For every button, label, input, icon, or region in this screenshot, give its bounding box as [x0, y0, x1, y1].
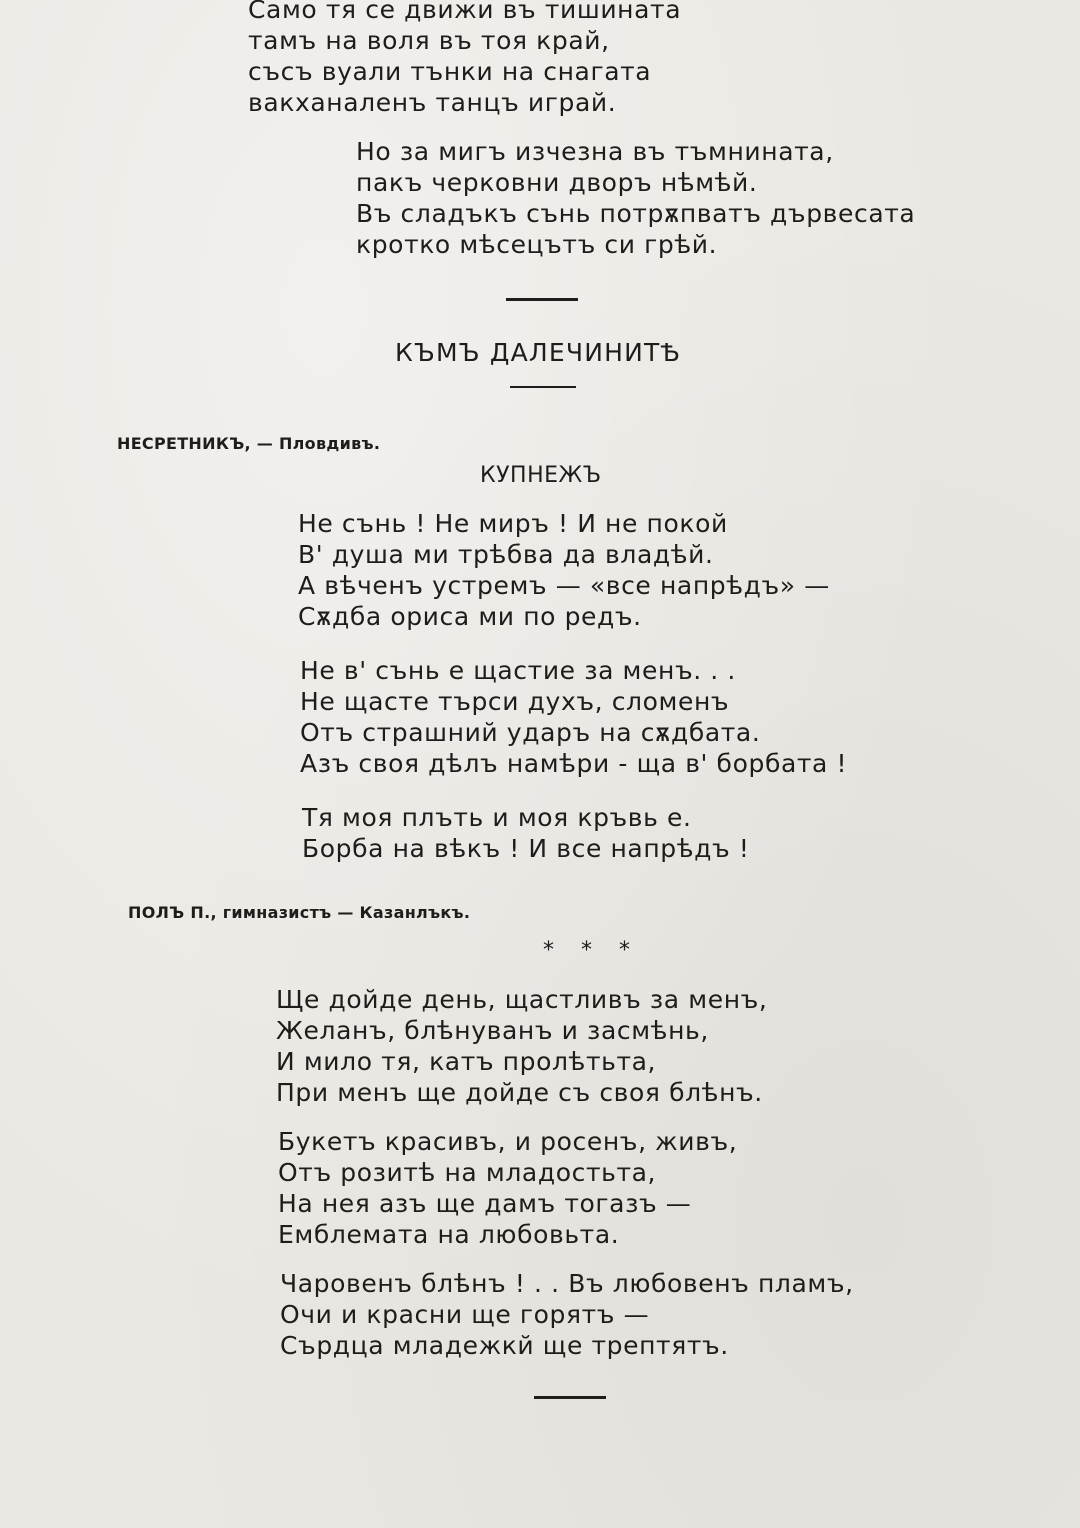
poem-line: В' душа ми трѣбва да владѣй. [298, 540, 714, 569]
section-divider [506, 298, 578, 301]
poem-line: Букетъ красивъ, и росенъ, живъ, [278, 1127, 738, 1156]
stanza-1 [248, 0, 681, 118]
poem-line: Сѫдба ориса ми по редъ. [298, 602, 642, 631]
poem-line: Чаровенъ блѣнъ ! . . Въ любовенъ пламъ, [280, 1269, 854, 1298]
poem-line: Ще дойде день, щастливъ за менъ, [276, 985, 768, 1014]
poem-line: А вѣченъ устремъ — «все напрѣдъ» — [298, 571, 830, 600]
poem-line: Тя моя плъть и моя кръвь е. [302, 803, 692, 832]
stanza-8 [280, 1268, 854, 1361]
stanza-5 [302, 802, 749, 864]
poem-line: Не щасте търси духъ, сломенъ [300, 687, 730, 716]
section-title: КЪМЪ ДАЛЕЧИНИТѢ [395, 338, 681, 367]
stanza-6 [276, 984, 767, 1108]
poem-line: Очи и красни ще горятъ — [280, 1300, 650, 1329]
poem-line: Сърдца младежкй ще трептятъ. [280, 1331, 729, 1360]
poem-line: Емблемата на любовьта. [278, 1220, 620, 1249]
poem-line: Отъ розитѣ на младостьта, [278, 1158, 657, 1187]
author-byline: ПОЛЪ П., гимназистъ — Казанлъкъ. [128, 903, 471, 922]
poem-line: И мило тя, катъ пролѣтьта, [276, 1047, 657, 1076]
stanza-3 [298, 508, 830, 632]
poem-line: Само тя се движи въ тишината [248, 0, 682, 24]
poem-title: КУПНЕЖЪ [480, 463, 602, 488]
asterism: * * * [543, 938, 640, 963]
poem-line: Борба на вѣкъ ! И все напрѣдъ ! [302, 834, 750, 863]
poem-line: пакъ черковни дворъ нѣмѣй. [356, 168, 758, 197]
stanza-4 [300, 655, 847, 779]
poem-line: Но за мигъ изчезна въ тъмнината, [356, 137, 834, 166]
poem-line: кротко мѣсецътъ си грѣй. [356, 230, 718, 259]
poem-line: Азъ своя дѣлъ намѣри - ща в' борбата ! [300, 749, 848, 778]
poem-line: вакханаленъ танцъ играй. [248, 88, 617, 117]
author-byline: НЕСРЕТНИКЪ, — Пловдивъ. [117, 434, 381, 453]
poem-line: При менъ ще дойде съ своя блѣнъ. [276, 1078, 763, 1107]
poem-line: съсъ вуали тънки на снагата [248, 57, 652, 86]
title-underline [510, 386, 576, 388]
poem-line: Не сънь ! Не миръ ! И не покой [298, 509, 728, 538]
poem-line: На нея азъ ще дамъ тогазъ — [278, 1189, 692, 1218]
poem-line: тамъ на воля въ тоя край, [248, 26, 610, 55]
poem-line: Отъ страшний ударъ на сѫдбата. [300, 718, 761, 747]
poem-line: Въ сладъкъ сънь потрѫпватъ дървесата [356, 199, 916, 228]
end-divider [534, 1396, 606, 1399]
stanza-2 [356, 136, 915, 260]
stanza-7 [278, 1126, 737, 1250]
poem-line: Не в' сънь е щастие за менъ. . . [300, 656, 736, 685]
poem-line: Желанъ, блѣнуванъ и засмѣнь, [276, 1016, 709, 1045]
